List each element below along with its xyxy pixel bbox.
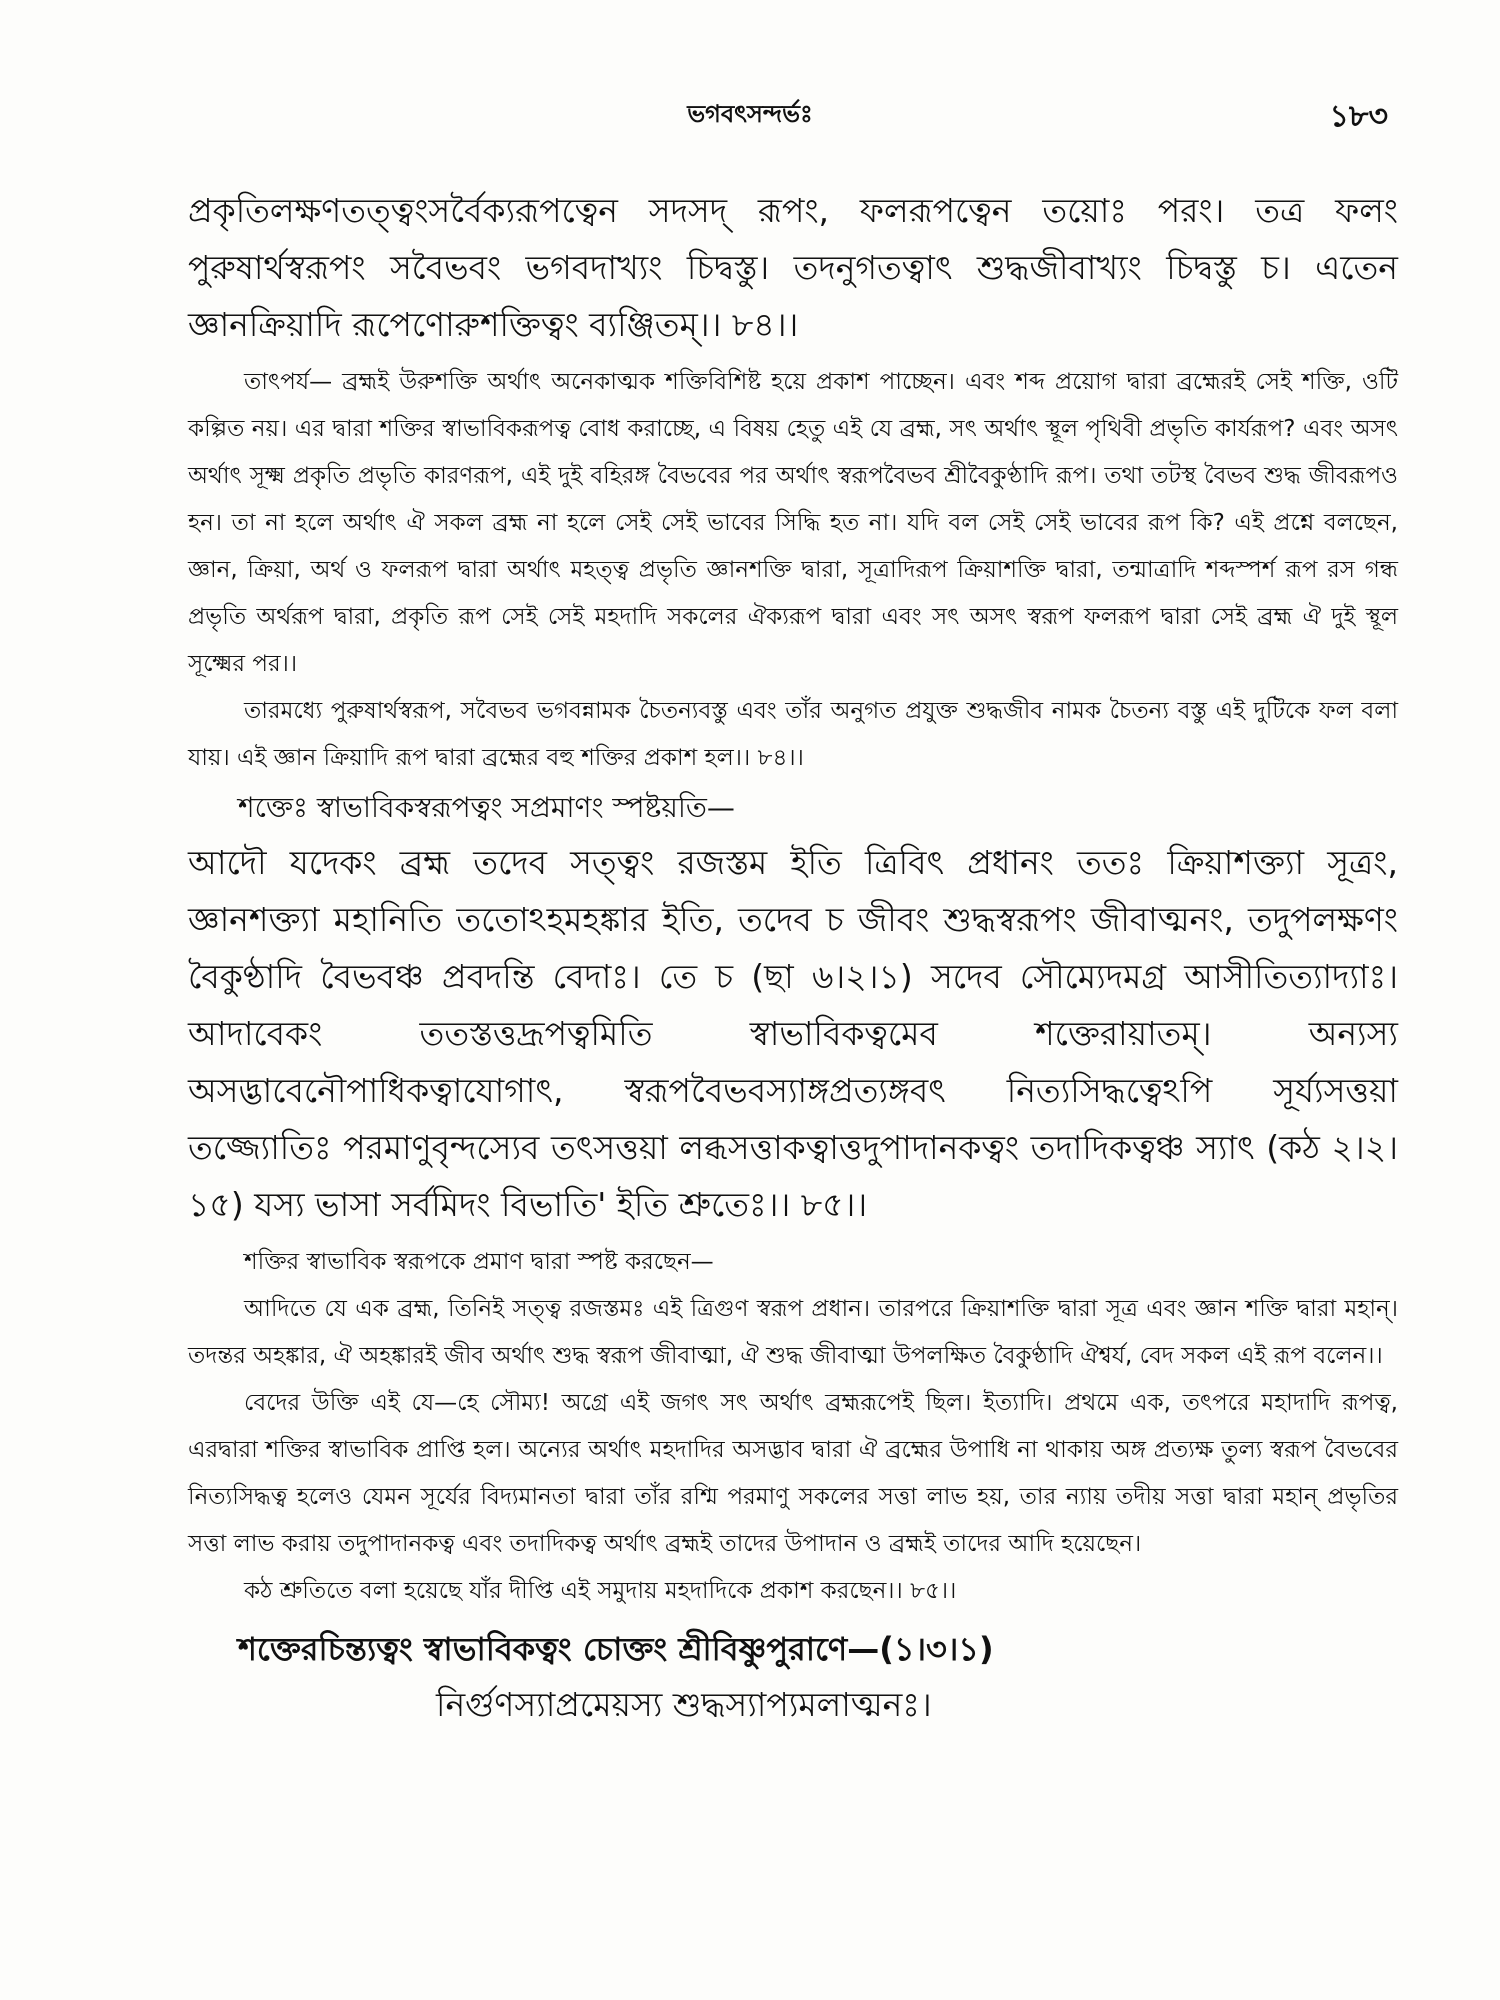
commentary-84-part1: তাৎপর্য— ব্রহ্মই উরুশক্তি অর্থাৎ অনেকাত্মক শক্তিবিশিষ্ট হয়ে প্রকাশ পাচ্ছেন। এবং শব্দ প্রয়োগ দ্বারা ব্রহ্মেরই সেই শক্তি, ওটি কল্পিত নয়। এর দ্বারা শক্তির স্বাভাবিকরূপত্ব বোধ করাচ্ছে, এ বিষয় হেতু এই যে ব্রহ্ম, সৎ অর্থাৎ স্থূল পৃথিবী প্রভৃতি কার্যরূপ? এবং অসৎ অর্থাৎ সূক্ষ্ম প্রকৃতি প্রভৃতি কারণরূপ, এই দুই বহিরঙ্গ বৈভবের পর অর্থাৎ স্বরূপবৈভব শ্রীবৈকুণ্ঠাদি রূপ। তথা তটস্থ বৈভব শুদ্ধ জীবরূপও হন। তা না হলে অর্থাৎ ঐ সকল ব্রহ্ম না হলে সেই সেই ভাবের সিদ্ধি হত না। যদি বল সেই সেই ভাবের রূপ কি? এই প্রশ্নে বলছেন, জ্ঞান, ক্রিয়া, অর্থ ও ফলরূপ দ্বারা অর্থাৎ মহত্ত্ব প্রভৃতি জ্ঞানশক্তি দ্বারা, সূত্রাদিরূপ ক্রিয়াশক্তি দ্বারা, তন্মাত্রাদি শব্দস্পর্শ রূপ রস গন্ধ প্রভৃতি অর্থরূপ দ্বারা, প্রকৃতি রূপ সেই সেই মহদাদি সকলের ঐক্যরূপ দ্বারা এবং সৎ অসৎ স্বরূপ ফলরূপ দ্বারা সেই ব্রহ্ম ঐ দুই স্থূল সূক্ষ্মের পর।। [188,369,1398,677]
sanskrit-verse-85: আদৌ যদেকং ব্রহ্ম তদেব সত্ত্বং রজস্তম ইতি ত্রিবিৎ প্রধানং ততঃ ক্রিয়াশক্ত্যা সূত্রং, জ্ঞানশক্ত্যা মহানিতি ততোঽহমহঙ্কার ইতি, তদেব চ জীবং শুদ্ধস্বরূপং জীবাত্মনং, তদুপলক্ষণং বৈকুণ্ঠাদি বৈভবঞ্চ প্রবদন্তি বেদাঃ। তে চ (ছা ৬।২।১) সদেব সৌম্যেদমগ্র আসীতিত্যাদ্যাঃ। আদাবেকং ততস্তত্তদ্রূপত্বমিতি স্বাভাবিকত্বমেব শক্তেরায়াতম্। অন্যস্য অসদ্ভাবেনৌপাধিকত্বাযোগাৎ, স্বরূপবৈভবস্যাঙ্গপ্রত্যঙ্গবৎ নিত্যসিদ্ধত্বেঽপি সূর্য্যসত্তয়া তজ্জ্যোতিঃ পরমাণুবৃন্দস্যেব তৎসত্তয়া লব্ধসত্তাকত্বাত্তদুপাদানকত্বং তদাদিকত্বঞ্চ স্যাৎ (কঠ ২।২।১৫) যস্য ভাসা সর্বমিদং বিভাতি' ইতি শ্রুতেঃ।। ৮৫।। [188,843,1398,1224]
sanskrit-verse-84: প্রকৃতিলক্ষণতত্ত্বংসর্বৈক্যরূপত্বেন সদসদ্ রূপং, ফলরূপত্বেন তয়োঃ পরং। তত্র ফলং পুরুষার্থস্বরূপং সবৈভবং ভগবদাখ্যং চিদ্বস্তু। তদনুগতত্বাৎ শুদ্ধজীবাখ্যং চিদ্বস্তু চ। এতেন জ্ঞানক্রিয়াদি রূপেণোরুশক্তিত্বং ব্যঞ্জিতম্।। ৮৪।। [188,191,1398,344]
commentary-84-part2: তারমধ্যে পুরুষার্থস্বরূপ, সবৈভব ভগবন্নামক চৈতন্যবস্তু এবং তাঁর অনুগত প্রযুক্ত শুদ্ধজীব নামক চৈতন্য বস্তু এই দুটিকে ফল বলা যায়। এই জ্ঞান ক্রিয়াদি রূপ দ্বারা ব্রহ্মের বহু শক্তির প্রকাশ হল।। ৮৪।। [188,698,1398,771]
introduction-85: শক্তেঃ স্বাভাবিকস্বরূপত্বং সপ্রমাণং স্পষ্টয়তি— [238,791,735,824]
translation-85-part3: কঠ শ্রুতিতে বলা হয়েছে যাঁর দীপ্তি এই সমুদায় মহদাদিকে প্রকাশ করছেন।। ৮৫।। [244,1578,957,1604]
introduction-86: শক্তেরচিন্ত্যত্বং স্বাভাবিকত্বং চোক্তং শ্রীবিষ্ণুপুরাণে—(১।৩।১) [238,1630,994,1668]
translation-85-part2: বেদের উক্তি এই যে—হে সৌম্য! অগ্রে এই জগৎ সৎ অর্থাৎ ব্রহ্মরূপেই ছিল। ইত্যাদি। প্রথমে এক, তৎপরে মহাদাদি রূপত্ব, এরদ্বারা শক্তির স্বাভাবিক প্রাপ্তি হল। অন্যের অর্থাৎ মহদাদির অসদ্ভাব দ্বারা ঐ ব্রহ্মের উপাধি না থাকায় অঙ্গ প্রত্যক্ষ তুল্য স্বরূপ বৈভবের নিত্যসিদ্ধত্ব হলেও যেমন সূর্যের বিদ্যমানতা দ্বারা তাঁর রশ্মি পরমাণু সকলের সত্তা লাভ হয়, তার ন্যায় তদীয় সত্তা দ্বারা মহান্ প্রভৃতির সত্তা লাভ করায় তদুপাদানকত্ব এবং তদাদিকত্ব অর্থাৎ ব্রহ্মই তাদের উপাদান ও ব্রহ্মই তাদের আদি হয়েছেন। [188,1390,1398,1557]
page-number: ১৮৩ [1329,99,1388,134]
translation-85-part1: আদিতে যে এক ব্রহ্ম, তিনিই সত্ত্ব রজস্তমঃ এই ত্রিগুণ স্বরূপ প্রধান। তারপরে ক্রিয়াশক্তি দ্বারা সূত্র এবং জ্ঞান শক্তি দ্বারা মহান্। তদন্তর অহঙ্কার, ঐ অহঙ্কারই জীব অর্থাৎ শুদ্ধ স্বরূপ জীবাত্মা, ঐ শুদ্ধ জীবাত্মা উপলক্ষিত বৈকুণ্ঠাদি ঐশ্বর্য, বেদ সকল এই রূপ বলেন।। [188,1296,1398,1369]
translation-85-intro: শক্তির স্বাভাবিক স্বরূপকে প্রমাণ দ্বারা স্পষ্ট করছেন— [244,1249,714,1275]
page-body [188,182,1398,1733]
running-header-title: ভগবৎসন্দর্ভঃ [687,100,813,128]
sanskrit-verse-86-line1: নির্গুণস্যাপ্রমেয়স্য শুদ্ধস্যাপ্যমলাত্মনঃ। [436,1685,932,1724]
